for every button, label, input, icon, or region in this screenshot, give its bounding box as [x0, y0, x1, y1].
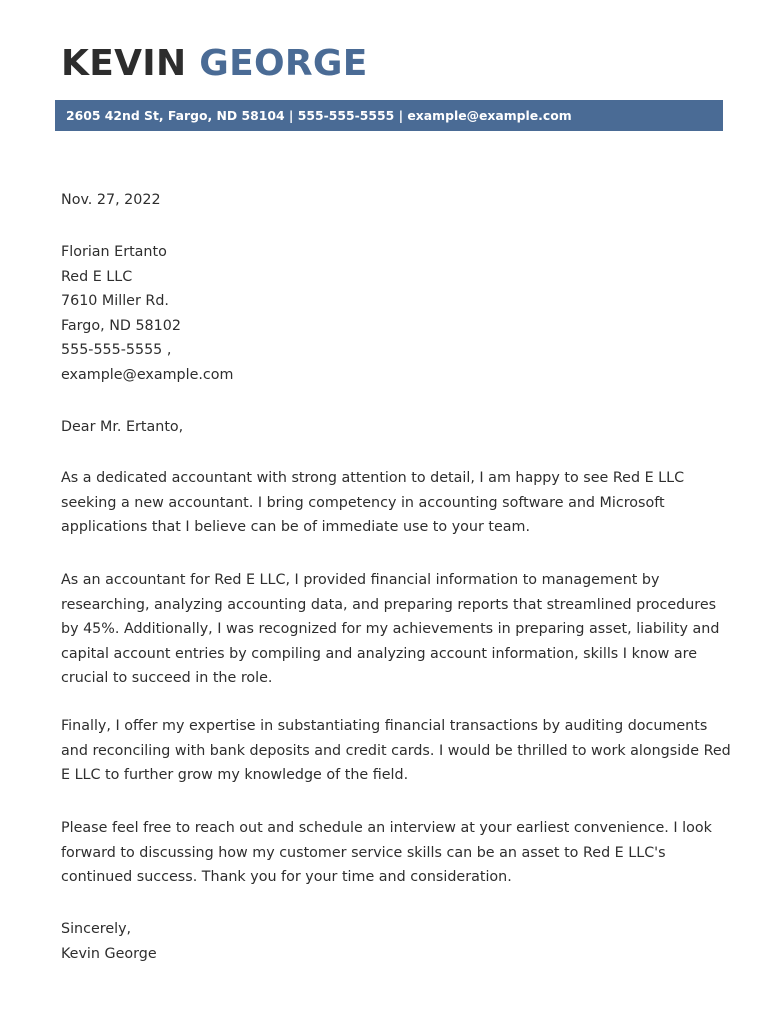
recipient-city-state-zip: Fargo, ND 58102 [61, 317, 181, 334]
recipient-email: example@example.com [61, 366, 234, 383]
body-paragraph-4: Please feel free to reach out and schedule an interview at your earliest convenience. I look forward to discussing how my customer service skills can be an asset to Red E LLC's continued success. Thank you for your time and consideration. [61, 820, 712, 885]
body-paragraph-2: As an accountant for Red E LLC, I provided financial information to management by researching, analyzing accounting data, and preparing reports that streamlined procedures by 45%. Additionally, I was recognized for my achievements in preparing asset, liability and capital account entries by compiling and analyzing account information, skills I know are crucial to succeed in the role. [61, 572, 720, 686]
recipient-phone: 555-555-5555 , [61, 342, 172, 358]
recipient-address-block [61, 240, 731, 387]
signature-name: Kevin George [61, 945, 157, 962]
contact-info-bar: 2605 42nd St, Fargo, ND 58104 | 555-555-5555 | example@example.com [55, 100, 723, 131]
applicant-first-name: KEVIN [61, 43, 187, 84]
letter-date: Nov. 27, 2022 [61, 192, 161, 208]
closing-phrase: Sincerely, [61, 921, 132, 937]
salutation: Dear Mr. Ertanto, [61, 419, 184, 435]
recipient-company: Red E LLC [61, 268, 133, 285]
applicant-name-heading [61, 38, 368, 90]
applicant-last-name: GEORGE [199, 43, 368, 84]
body-paragraph-3: Finally, I offer my expertise in substantiating financial transactions by auditing documents and reconciling with bank deposits and credit cards. I would be thrilled to work alongside Red E LLC to further grow my knowledge of the field. [61, 718, 731, 783]
recipient-street: 7610 Miller Rd. [61, 293, 169, 309]
body-paragraph-1: As a dedicated accountant with strong attention to detail, I am happy to see Red E LLC seeking a new accountant. I bring competency in accounting software and Microsoft applications that I believe can be of immediate use to your team. [61, 470, 685, 535]
closing-block [61, 917, 731, 966]
recipient-name: Florian Ertanto [61, 244, 167, 260]
